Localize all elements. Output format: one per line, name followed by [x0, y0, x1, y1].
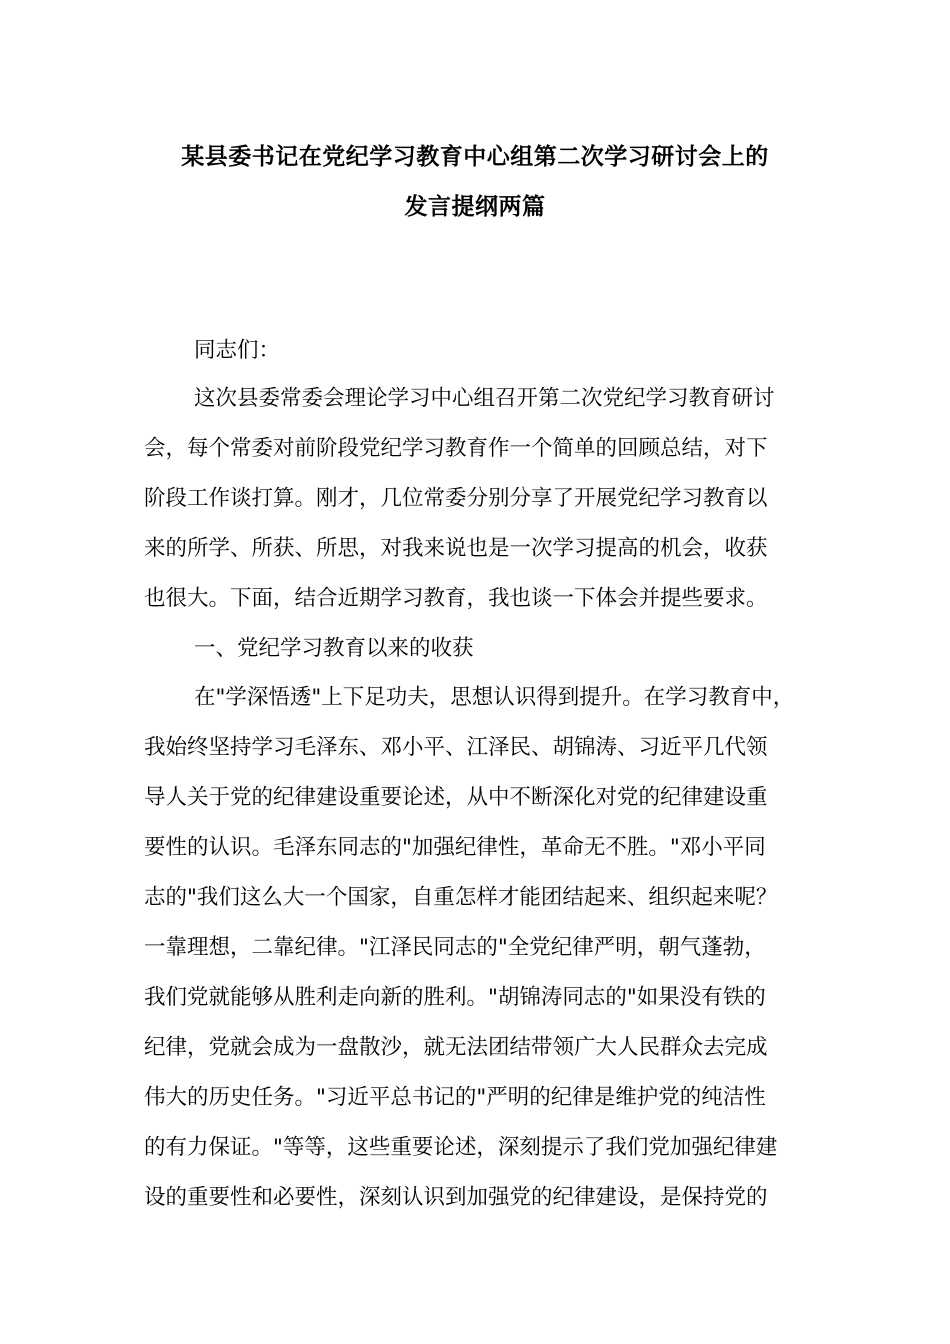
paragraph-2-line: 导人关于党的纪律建设重要论述，从中不断深化对党的纪律建设重 — [144, 785, 768, 810]
paragraph-1-line: 会，每个常委对前阶段党纪学习教育作一个简单的回顾总结，对下 — [144, 436, 768, 461]
section-heading-1: 一、党纪学习教育以来的收获 — [194, 636, 474, 661]
paragraph-2-line: 设的重要性和必要性，深刻认识到加强党的纪律建设，是保持党的 — [144, 1185, 768, 1210]
paragraph-2-line: 志的"我们这么大一个国家，自重怎样才能团结起来、组织起来呢？ — [144, 885, 778, 910]
paragraph-2-line: 要性的认识。毛泽东同志的"加强纪律性，革命无不胜。"邓小平同 — [144, 835, 766, 860]
paragraph-1-line: 这次县委常委会理论学习中心组召开第二次党纪学习教育研讨 — [194, 386, 775, 411]
greeting: 同志们： — [194, 338, 281, 363]
paragraph-2-line: 一靠理想，二靠纪律。"江泽民同志的"全党纪律严明，朝气蓬勃， — [144, 935, 766, 960]
paragraph-2-line: 我始终坚持学习毛泽东、邓小平、江泽民、胡锦涛、习近平几代领 — [144, 735, 768, 760]
paragraph-2-line: 的有力保证。"等等，这些重要论述，深刻提示了我们党加强纪律建 — [144, 1135, 778, 1160]
paragraph-2-line: 伟大的历史任务。"习近平总书记的"严明的纪律是维护党的纯洁性 — [144, 1085, 766, 1110]
paragraph-2-line: 纪律，党就会成为一盘散沙，就无法团结带领广大人民群众去完成 — [144, 1035, 768, 1060]
document-title-line-2: 发言提纲两篇 — [404, 194, 546, 220]
document-title-line-1: 某县委书记在党纪学习教育中心组第二次学习研讨会上的 — [181, 144, 769, 170]
paragraph-1-line: 来的所学、所获、所思，对我来说也是一次学习提高的机会，收获 — [144, 536, 768, 561]
paragraph-2-line: 在"学深悟透"上下足功夫，思想认识得到提升。在学习教育中， — [194, 685, 795, 710]
paragraph-2-line: 我们党就能够从胜利走向新的胜利。"胡锦涛同志的"如果没有铁的 — [144, 985, 766, 1010]
paragraph-1-line: 阶段工作谈打算。刚才，几位常委分别分享了开展党纪学习教育以 — [144, 486, 768, 511]
paragraph-1-line: 也很大。下面，结合近期学习教育，我也谈一下体会并提些要求。 — [144, 586, 768, 611]
